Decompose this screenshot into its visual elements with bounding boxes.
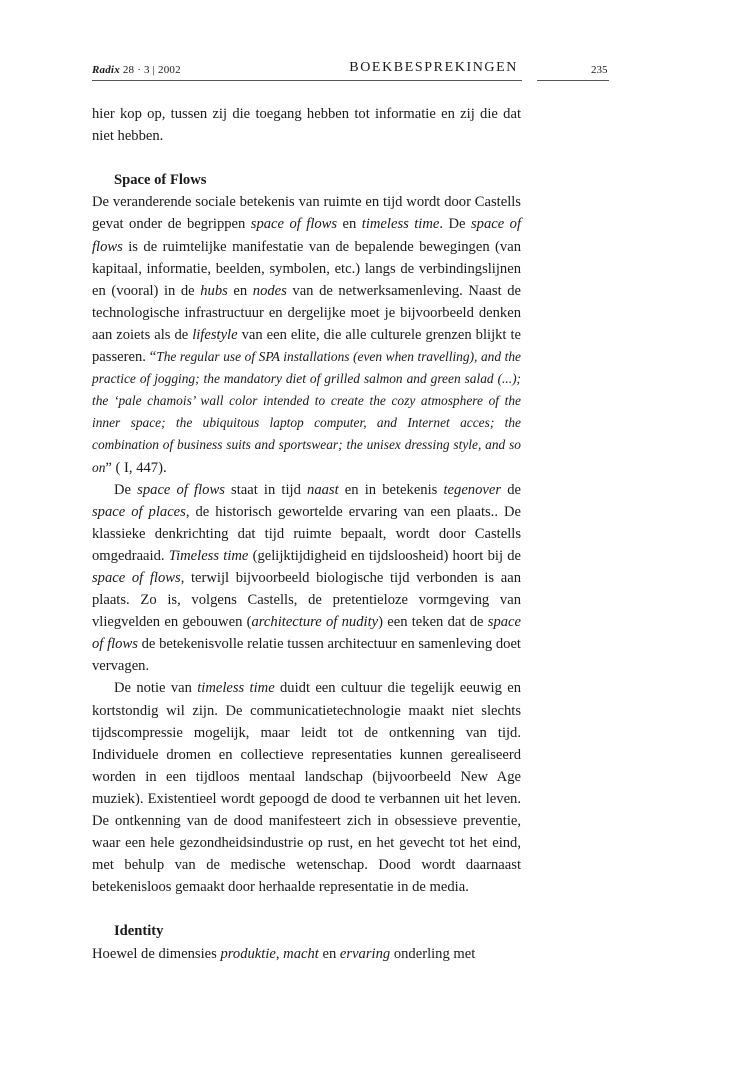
body-text [92, 103, 521, 965]
header-rule [92, 80, 522, 81]
journal-issue: 28 · 3 | 2002 [122, 64, 181, 76]
running-header [92, 60, 520, 80]
paragraph-identity: Hoewel de dimensies produktie, macht en ervaring onderling met [92, 945, 476, 962]
paragraph-continued: hier kop op, tussen zij die toegang hebben tot informatie en zij die dat niet hebben. [92, 106, 521, 145]
section-gap [92, 147, 521, 169]
page-number: 235 [591, 64, 608, 76]
journal-name: Radix [92, 64, 120, 76]
page-number-rule [537, 80, 609, 81]
journal-citation [92, 64, 181, 76]
castells-quote: “The regular use of SPA installations (even when travelling), and the practice of jogging; the mandatory diet of grilled salmon and green salad (...); the ‘pale chamois’ wall color intended to create the cozy atmosphere of the inner space; the ubiquitous laptop computer, and Internet acces; the combination of business suits and sportswear; the unisex dressing style, and so on” [92, 349, 521, 476]
heading-space-of-flows: Space of Flows [114, 172, 207, 189]
paragraph-space-of-places: De space of flows staat in tijd naast en in betekenis tegenover de space of places, de historisch gewortelde ervaring van een plaats.. De klassieke denkrichting dat tijd ruimte bepaalt, wordt door Castells omgedraaid. Timeless time (gelijktijdigheid en tijdsloosheid) hoort bij de space of flows, terwijl bijvoorbeeld biologische tijd verbonden is aan plaats. Zo is, volgens Castells, de pretentieloze vormgeving van vliegvelden en gebouwen (architecture of nudity) een teken dat de space of flows de betekenisvolle relatie tussen architectuur en samenleving doet vervagen. [92, 481, 521, 675]
section-gap [92, 898, 521, 920]
heading-identity: Identity [114, 923, 164, 940]
section-title: BOEKBESPREKINGEN [349, 60, 518, 75]
paragraph-space-of-flows: De veranderende sociale betekenis van ruimte en tijd wordt door Castells gevat onder de begrippen space of flows en timeless time. De space of flows is de ruimtelijke manifestatie van de bepalende bewegingen (van kapitaal, informatie, beelden, symbolen, etc.) langs de verbindingslijnen en (vooral) in de hubs en nodes van de netwerksamenleving. Naast de technologische infrastructuur en dergelijke moet je bijvoorbeeld denken aan zoiets als de lifestyle van een elite, die alle culturele grenzen blijkt te passeren. “The regular use of SPA installations (even when travelling), and the practice of jogging; the mandatory diet of grilled salmon and green salad (...); the ‘pale chamois’ wall color intended to create the cozy atmosphere of the inner space; the ubiquitous laptop computer, and Internet acces; the combination of business suits and sportswear; the unisex dressing style, and so on” ( I, 447). [92, 194, 522, 476]
paragraph-timeless-time: De notie van timeless time duidt een cultuur die tegelijk eeuwig en kortstondig wil zijn. De communicatietechnologie maakt niet slechts tijdscompressie mogelijk, maar leidt tot de ontkenning van tijd. Individuele dromen en collectieve representaties kunnen gerealiseerd worden in een tijdloos mentaal landschap (bijvoorbeeld New Age muziek). Existentieel wordt gepoogd de dood te verbannen uit het leven. De ontkenning van de dood manifesteert zich in obsessieve preventie, waar een hele gezondheidsindustrie op rust, en het gevecht tot het eind, met behulp van de medische wetenschap. Dood wordt daarnaast betekenisloos gemaakt door herhaalde representatie in de media. [92, 680, 522, 896]
